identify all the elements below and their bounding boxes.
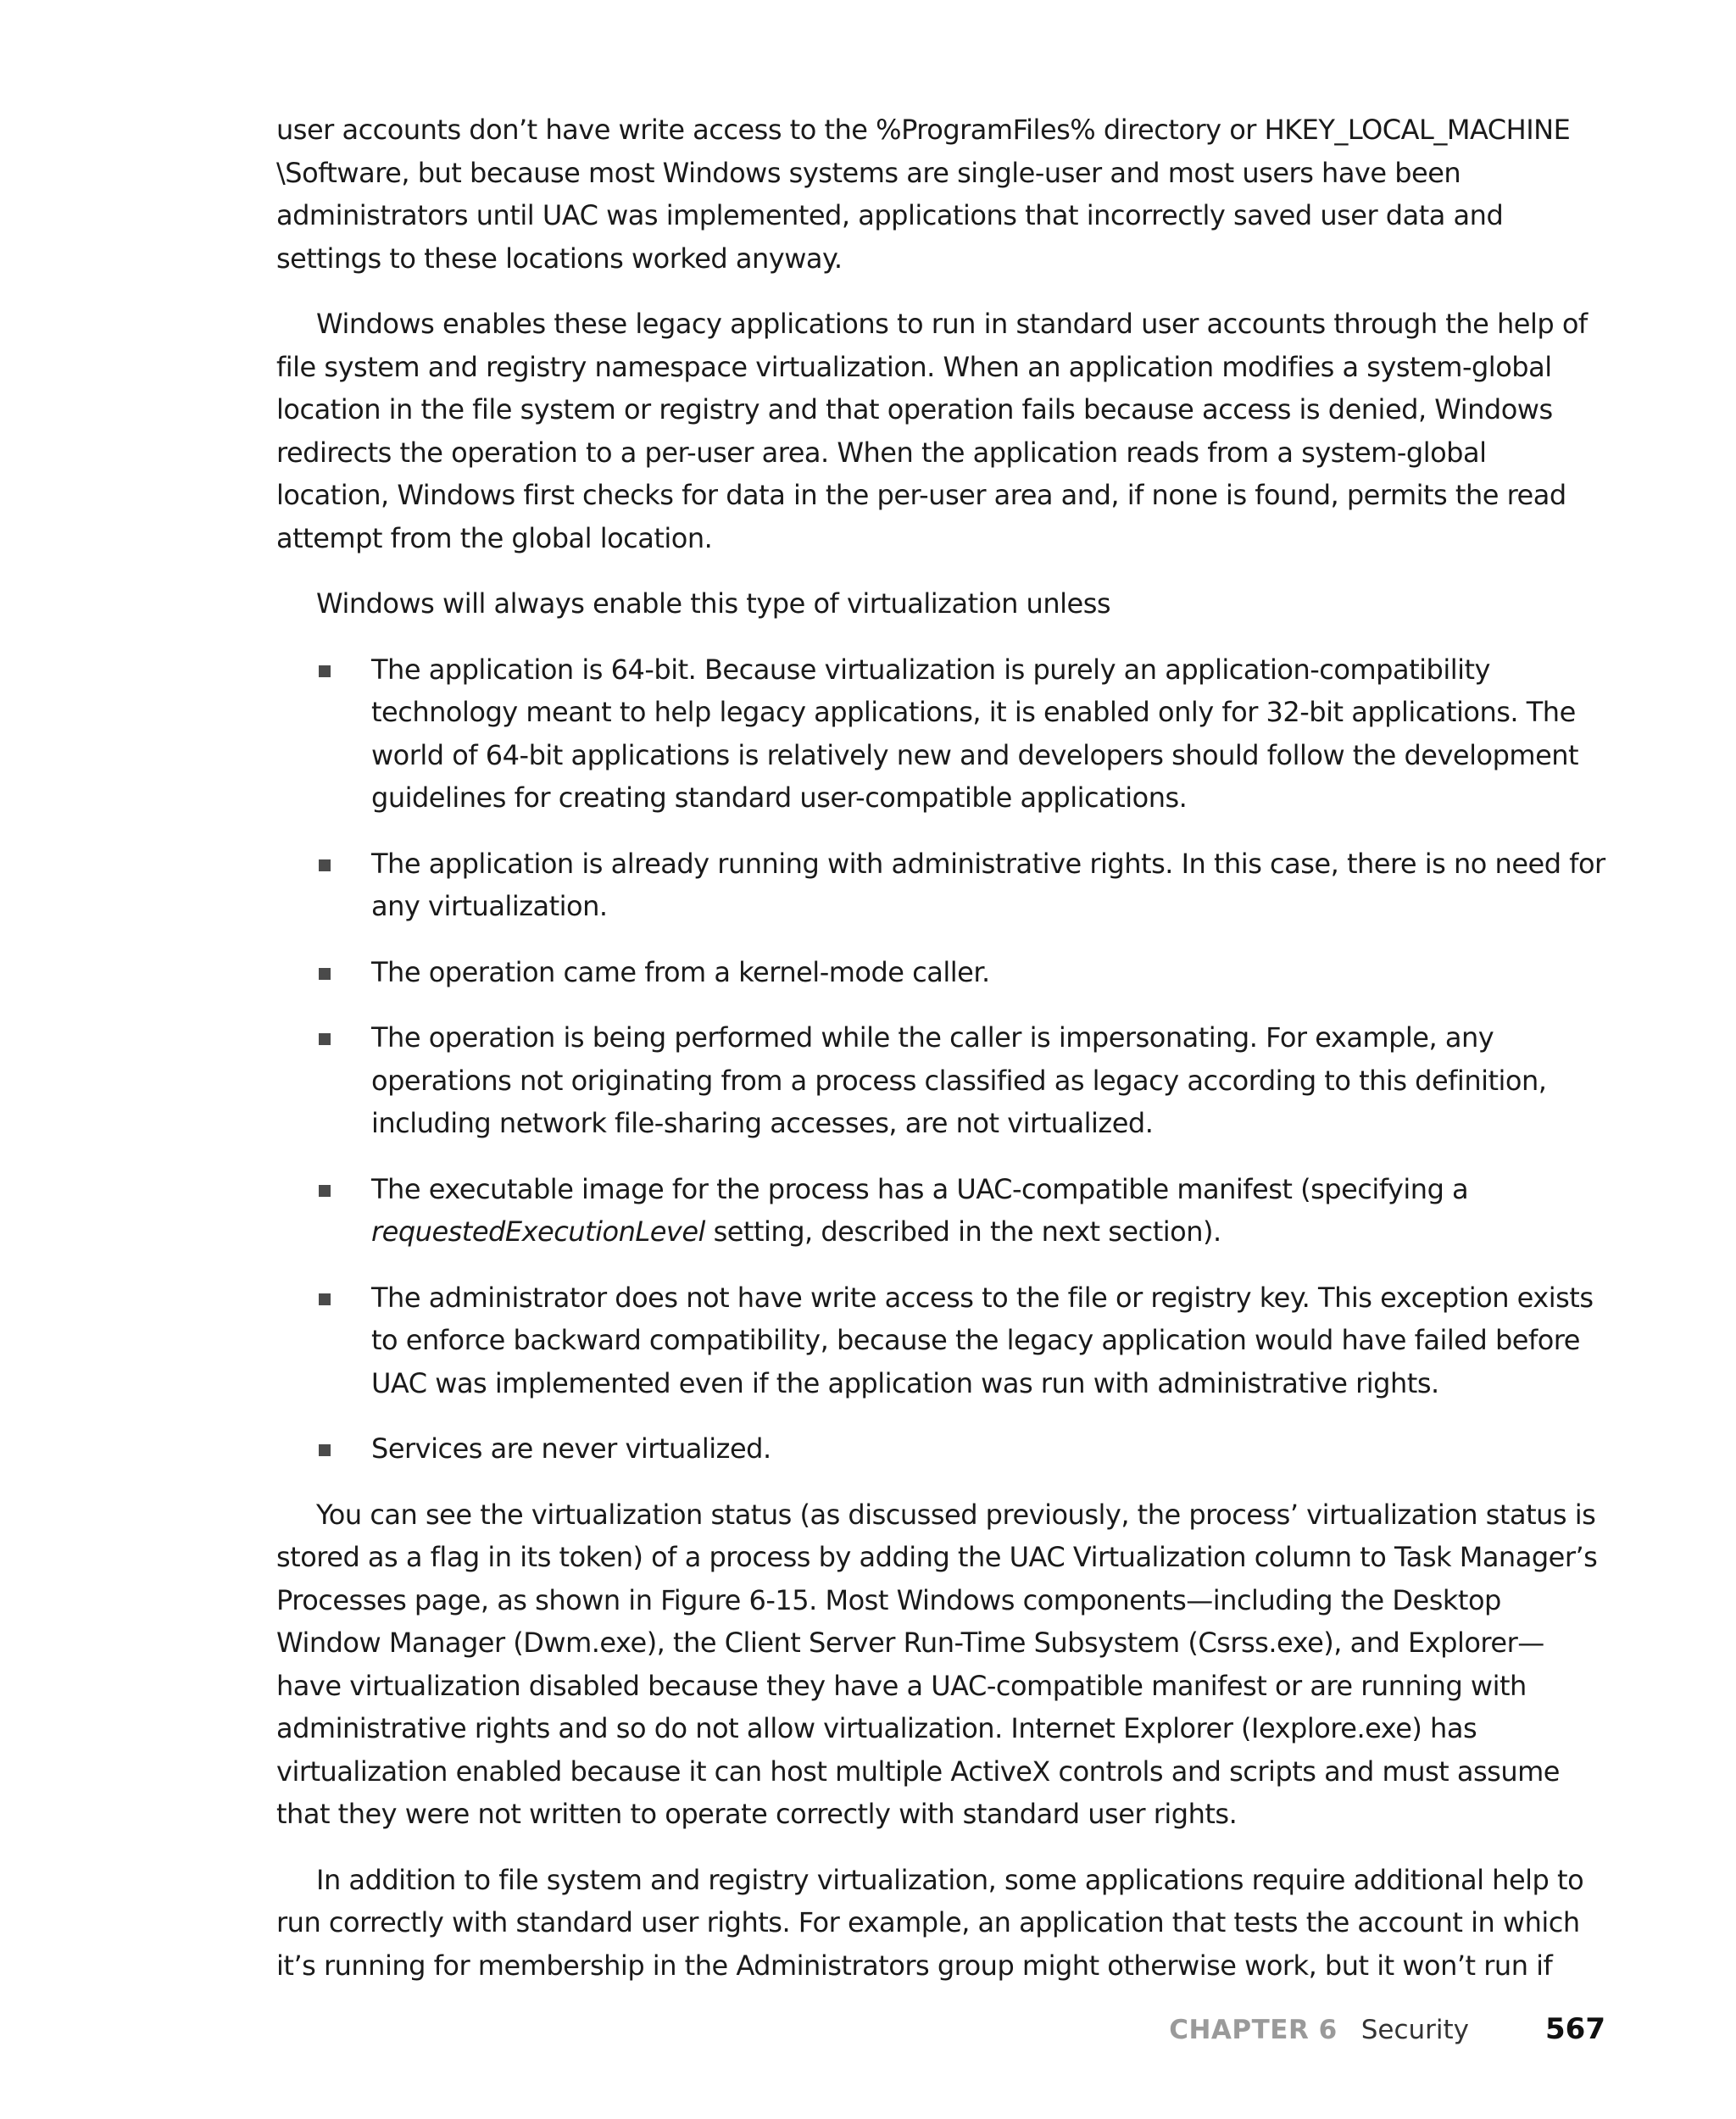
list-item — [276, 648, 1605, 820]
square-bullet-icon — [319, 859, 331, 871]
square-bullet-icon — [319, 1185, 331, 1197]
list-item — [276, 1168, 1605, 1254]
section-name: Security — [1360, 2015, 1470, 2045]
list-item — [276, 843, 1605, 928]
list-item-text: The application is already running with administrative rights. In this case, there is no need for any virtualization. — [371, 847, 1605, 922]
list-item-text: The application is 64-bit. Because virtualization is purely an application-compatibility technology meant to help legacy applications, it is enabled only for 32-bit applications. The world of 64-bit applications is relatively new and developers should follow the development guidelines for creating standard user-compatible applications. — [371, 653, 1579, 814]
list-item — [276, 1427, 1605, 1471]
page-footer — [1169, 2012, 1605, 2047]
list-item-text-after: setting, described in the next section). — [704, 1215, 1221, 1248]
page-body — [276, 108, 1605, 1987]
list-item-term: requestedExecutionLevel — [371, 1215, 705, 1248]
paragraph-1: user accounts don’t have write access to the %ProgramFiles% directory or HKEY_LOCAL_MACHINE \Software, but because most Windows systems are single-user and most users have been administrators until UAC was implemented, applications that incorrectly saved user data and settings to these locations worked anyway. — [276, 114, 1571, 275]
list-item — [276, 951, 1605, 994]
list-item — [276, 1276, 1605, 1405]
paragraph-2: Windows enables these legacy applications to run in standard user accounts through the help of file system and registry namespace virtualization. When an application modifies a system-global location in the file system or registry and that operation fails because access is denied, Windows redirects the operation to a per-user area. When the application reads from a system-global location, Windows first checks for data in the per-user area and, if none is found, permits the read attempt from the global location. — [276, 308, 1588, 554]
list-item-text: Services are never virtualized. — [371, 1432, 771, 1465]
exception-list — [276, 648, 1605, 1471]
paragraph-4: You can see the virtualization status (as discussed previously, the process’ virtualization status is stored as a flag in its token) of a process by adding the UAC Virtualization column to Task Manager’s Processes page, as shown in Figure 6-15. Most Windows components—including the Desktop Window Manager (Dwm.exe), the Client Server Run-Time Subsystem (Csrss.exe), and Explorer—have virtualization disabled because they have a UAC-compatible manifest or are running with administrative rights and so do not allow virtualization. Internet Explorer (Iexplore.exe) has virtualization enabled because it can host multiple ActiveX controls and scripts and must assume that they were not written to operate correctly with standard user rights. — [276, 1498, 1598, 1830]
list-item-text: The operation came from a kernel-mode caller. — [371, 955, 990, 988]
list-item-text: The operation is being performed while the caller is impersonating. For example, any operations not originating from a process classified as legacy according to this definition, including network file-sharing accesses, are not virtualized. — [371, 1021, 1547, 1139]
square-bullet-icon — [319, 665, 331, 677]
square-bullet-icon — [319, 968, 331, 980]
square-bullet-icon — [319, 1444, 331, 1456]
list-item-text: The administrator does not have write access to the file or registry key. This exception exists to enforce backward compatibility, because the legacy application would have failed before UAC was implemented even if the application was run with administrative rights. — [371, 1281, 1594, 1399]
paragraph-5: In addition to file system and registry virtualization, some applications require additional help to run correctly with standard user rights. For example, an application that tests the account in which it’s running for membership in the Administrators group might otherwise work, but it won’t run if — [276, 1863, 1584, 1982]
list-item-text-before: The executable image for the process has a UAC-compatible manifest (specifying a — [371, 1172, 1469, 1205]
page-number: 567 — [1545, 2012, 1605, 2046]
square-bullet-icon — [319, 1293, 331, 1305]
paragraph-3: Windows will always enable this type of virtualization unless — [316, 587, 1111, 620]
list-item — [276, 1016, 1605, 1145]
square-bullet-icon — [319, 1033, 331, 1045]
chapter-label: CHAPTER 6 — [1169, 2015, 1338, 2045]
